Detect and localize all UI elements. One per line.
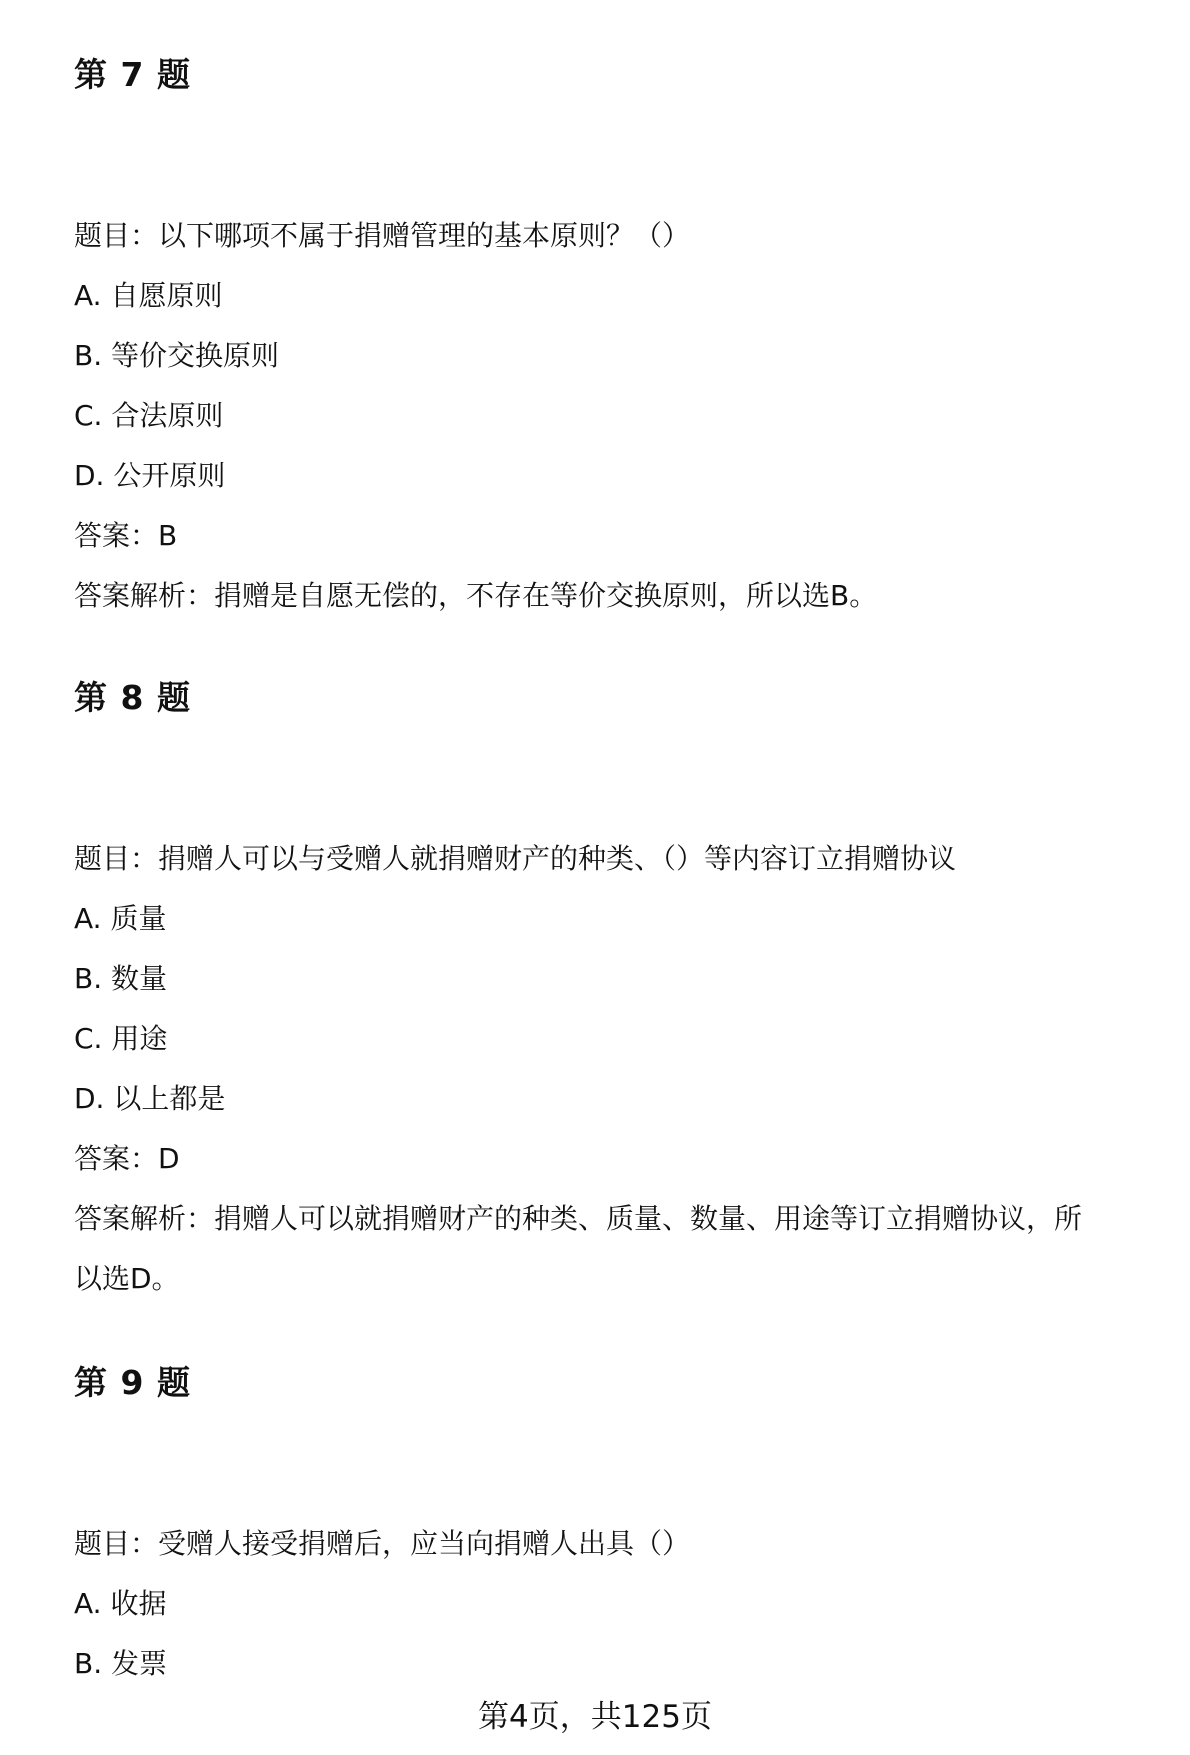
question-8-text: 题目：捐赠人可以与受赠人就捐赠财产的种类、（）等内容订立捐赠协议 [74,842,957,875]
question-7-option-c: C. 合法原则 [74,399,224,432]
question-7-option-b: B. 等价交换原则 [74,339,280,372]
question-8-option-a: A. 质量 [74,902,167,935]
question-8-heading: 第 8 题 [74,678,191,717]
question-8-option-d: D. 以上都是 [74,1082,226,1115]
question-7-text: 题目：以下哪项不属于捐赠管理的基本原则？（） [74,219,691,252]
question-9-option-a: A. 收据 [74,1587,167,1620]
question-7-heading: 第 7 题 [74,55,191,94]
question-7-option-a: A. 自愿原则 [74,279,223,312]
question-7-answer: 答案：B [74,519,178,552]
question-8-explanation-line-2: 以选D。 [74,1262,180,1295]
question-8-explanation-line-1: 答案解析：捐赠人可以就捐赠财产的种类、质量、数量、用途等订立捐赠协议，所 [74,1202,1083,1235]
question-9-option-b: B. 发票 [74,1647,168,1680]
question-7-option-d: D. 公开原则 [74,459,226,492]
page-number-footer: 第4页，共125页 [478,1699,712,1735]
question-7-explanation: 答案解析：捐赠是自愿无偿的，不存在等价交换原则，所以选B。 [74,579,878,612]
question-8-option-b: B. 数量 [74,962,168,995]
question-8-option-c: C. 用途 [74,1022,168,1055]
question-8-answer: 答案：D [74,1142,180,1175]
question-9-text: 题目：受赠人接受捐赠后，应当向捐赠人出具（） [74,1527,691,1560]
question-9-heading: 第 9 题 [74,1363,191,1402]
